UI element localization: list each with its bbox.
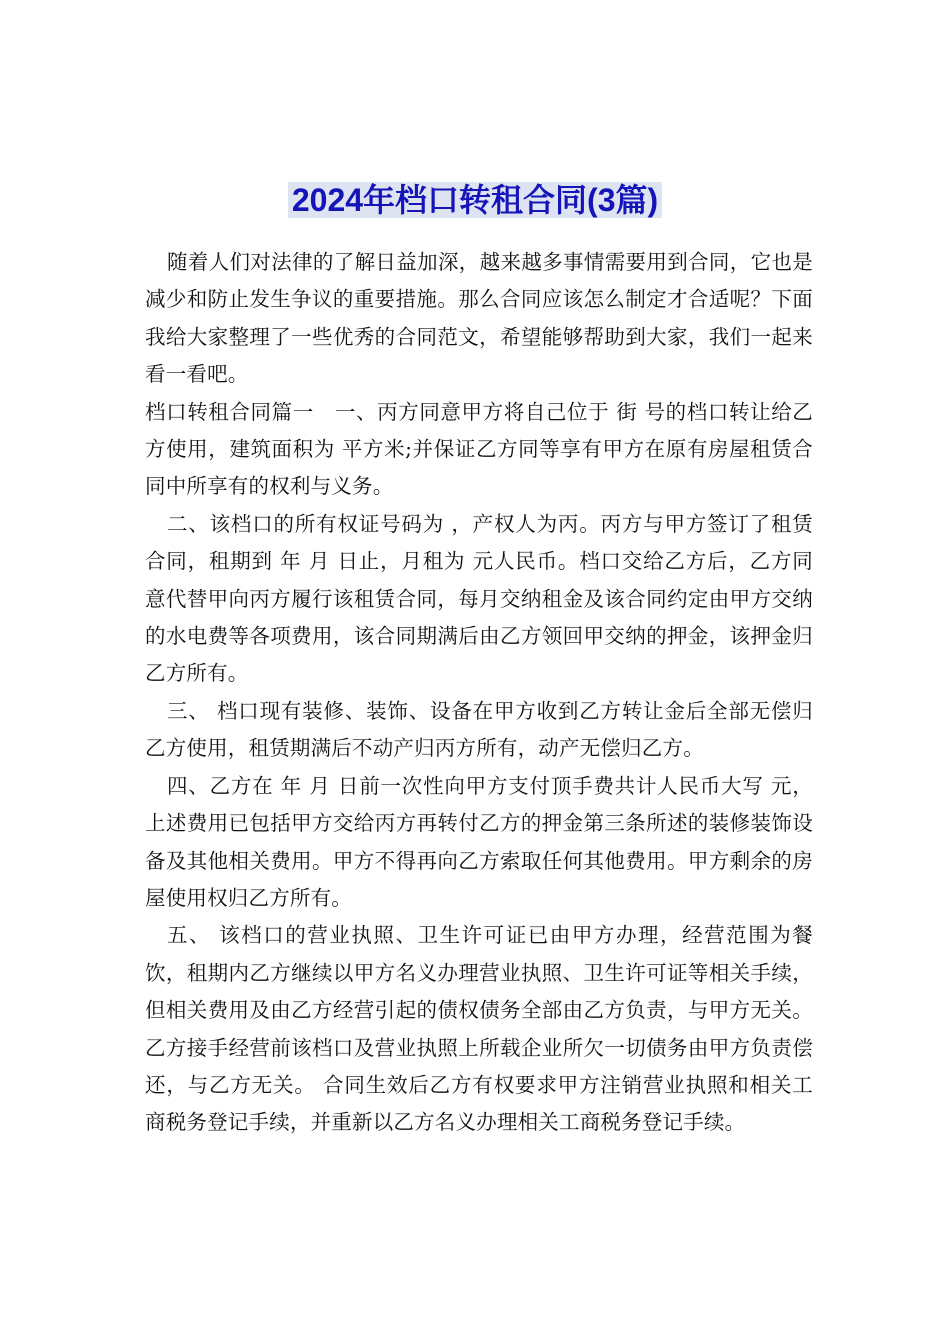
paragraph-clause-2: 二、该档口的所有权证号码为 ，产权人为丙。丙方与甲方签订了租赁合同，租期到 年 月 日止，月租为 元人民币。档口交给乙方后，乙方同意代替甲向丙方履行该租赁合同，每月交纳租金及该合同约定由甲方交纳的水电费等各项费用，该合同期满后由乙方领回甲交纳的押金，该押金归乙方所有。: [145, 511, 813, 686]
paragraph-clause-5: 五、 该档口的营业执照、卫生许可证已由甲方办理，经营范围为餐饮，租期内乙方继续以甲方名义办理营业执照、卫生许可证等相关手续，但相关费用及由乙方经营引起的债权债务全部由乙方负责，与甲方无关。乙方接手经营前该档口及营业执照上所载企业所欠一切债务由甲方负责偿还，与乙方无关。 合同生效后乙方有权要求甲方注销营业执照和相关工商税务登记手续，并重新以乙方名义办理相关工商税务登记手续。: [145, 923, 813, 1135]
paragraph-clause-4: 四、乙方在 年 月 日前一次性向甲方支付顶手费共计人民币大写 元，上述费用已包括甲方交给丙方再转付乙方的押金第三条所述的装修装饰设备及其他相关费用。甲方不得再向乙方索取任何其他费用。甲方剩余的房屋使用权归乙方所有。: [145, 773, 813, 910]
document-title-wrapper: [0, 178, 950, 222]
paragraph-clause-1: 档口转租合同篇一 一、丙方同意甲方将自己位于 街 号的档口转让给乙方使用，建筑面积为 平方米;并保证乙方同等享有甲方在原有房屋租赁合同中所享有的权利与义务。: [145, 399, 813, 499]
document-body: [145, 244, 813, 1142]
paragraph-intro: 随着人们对法律的了解日益加深，越来越多事情需要用到合同，它也是减少和防止发生争议的重要措施。那么合同应该怎么制定才合适呢？下面我给大家整理了一些优秀的合同范文，希望能够帮助到大家，我们一起来看一看吧。: [145, 250, 813, 387]
paragraph-clause-3: 三、 档口现有装修、装饰、设备在甲方收到乙方转让金后全部无偿归乙方使用，租赁期满后不动产归丙方所有，动产无偿归乙方。: [145, 698, 813, 761]
document-title: 2024年档口转租合同(3篇): [288, 182, 662, 218]
